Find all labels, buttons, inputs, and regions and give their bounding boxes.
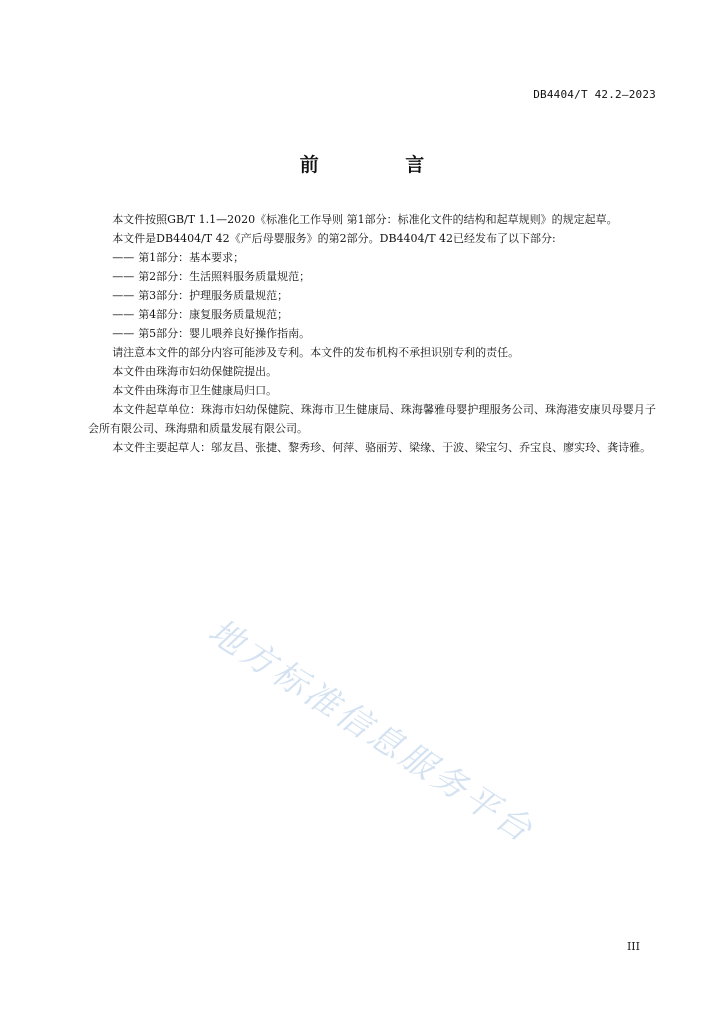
document-code: DB4404/T 42.2—2023	[533, 88, 656, 101]
foreword-body	[88, 210, 656, 457]
paragraph-drafting-units: 本文件起草单位：珠海市妇幼保健院、珠海市卫生健康局、珠海馨雅母婴护理服务公司、珠海港安康贝母婴月子会所有限公司、珠海鼎和质量发展有限公司。	[88, 403, 656, 435]
paragraph-drafting-rules: 本文件按照GB/T 1.1—2020《标准化工作导则 第1部分：标准化文件的结构和起草规则》的规定起草。	[112, 213, 618, 226]
list-item-text: 第1部分：基本要求；	[138, 251, 245, 264]
list-item	[88, 324, 656, 343]
page-title: 前 言	[299, 154, 465, 176]
list-item-text: 第2部分：生活照料服务质量规范；	[138, 270, 311, 283]
paragraph-parts-intro: 本文件是DB4404/T 42《产后母婴服务》的第2部分。DB4404/T 42已经发布了以下部分:	[112, 232, 556, 245]
list-item	[88, 305, 656, 324]
list-item-text: 第3部分：护理服务质量规范；	[138, 289, 289, 302]
list-dash: ——	[112, 327, 135, 340]
list-item	[88, 248, 656, 267]
paragraph-drafters: 本文件主要起草人：邬友昌、张捷、黎秀珍、何萍、骆丽芳、梁缘、于波、梁宝匀、乔宝良、廖实玲、龚诗雅。	[112, 441, 652, 454]
list-dash: ——	[112, 251, 135, 264]
page-number: III	[626, 940, 640, 953]
list-dash: ——	[112, 270, 135, 283]
list-item-text: 第4部分：康复服务质量规范；	[138, 308, 289, 321]
watermark: 地方标准信息服务平台	[201, 611, 542, 852]
paragraph-patent-notice: 请注意本文件的部分内容可能涉及专利。本文件的发布机构不承担识别专利的责任。	[112, 346, 520, 359]
paragraph-administrator: 本文件由珠海市卫生健康局归口。	[112, 384, 278, 397]
list-dash: ——	[112, 308, 135, 321]
list-item-text: 第5部分：婴儿喂养良好操作指南。	[138, 327, 311, 340]
list-item	[88, 267, 656, 286]
list-item	[88, 286, 656, 305]
paragraph-proposer: 本文件由珠海市妇幼保健院提出。	[112, 365, 278, 378]
list-dash: ——	[112, 289, 135, 302]
